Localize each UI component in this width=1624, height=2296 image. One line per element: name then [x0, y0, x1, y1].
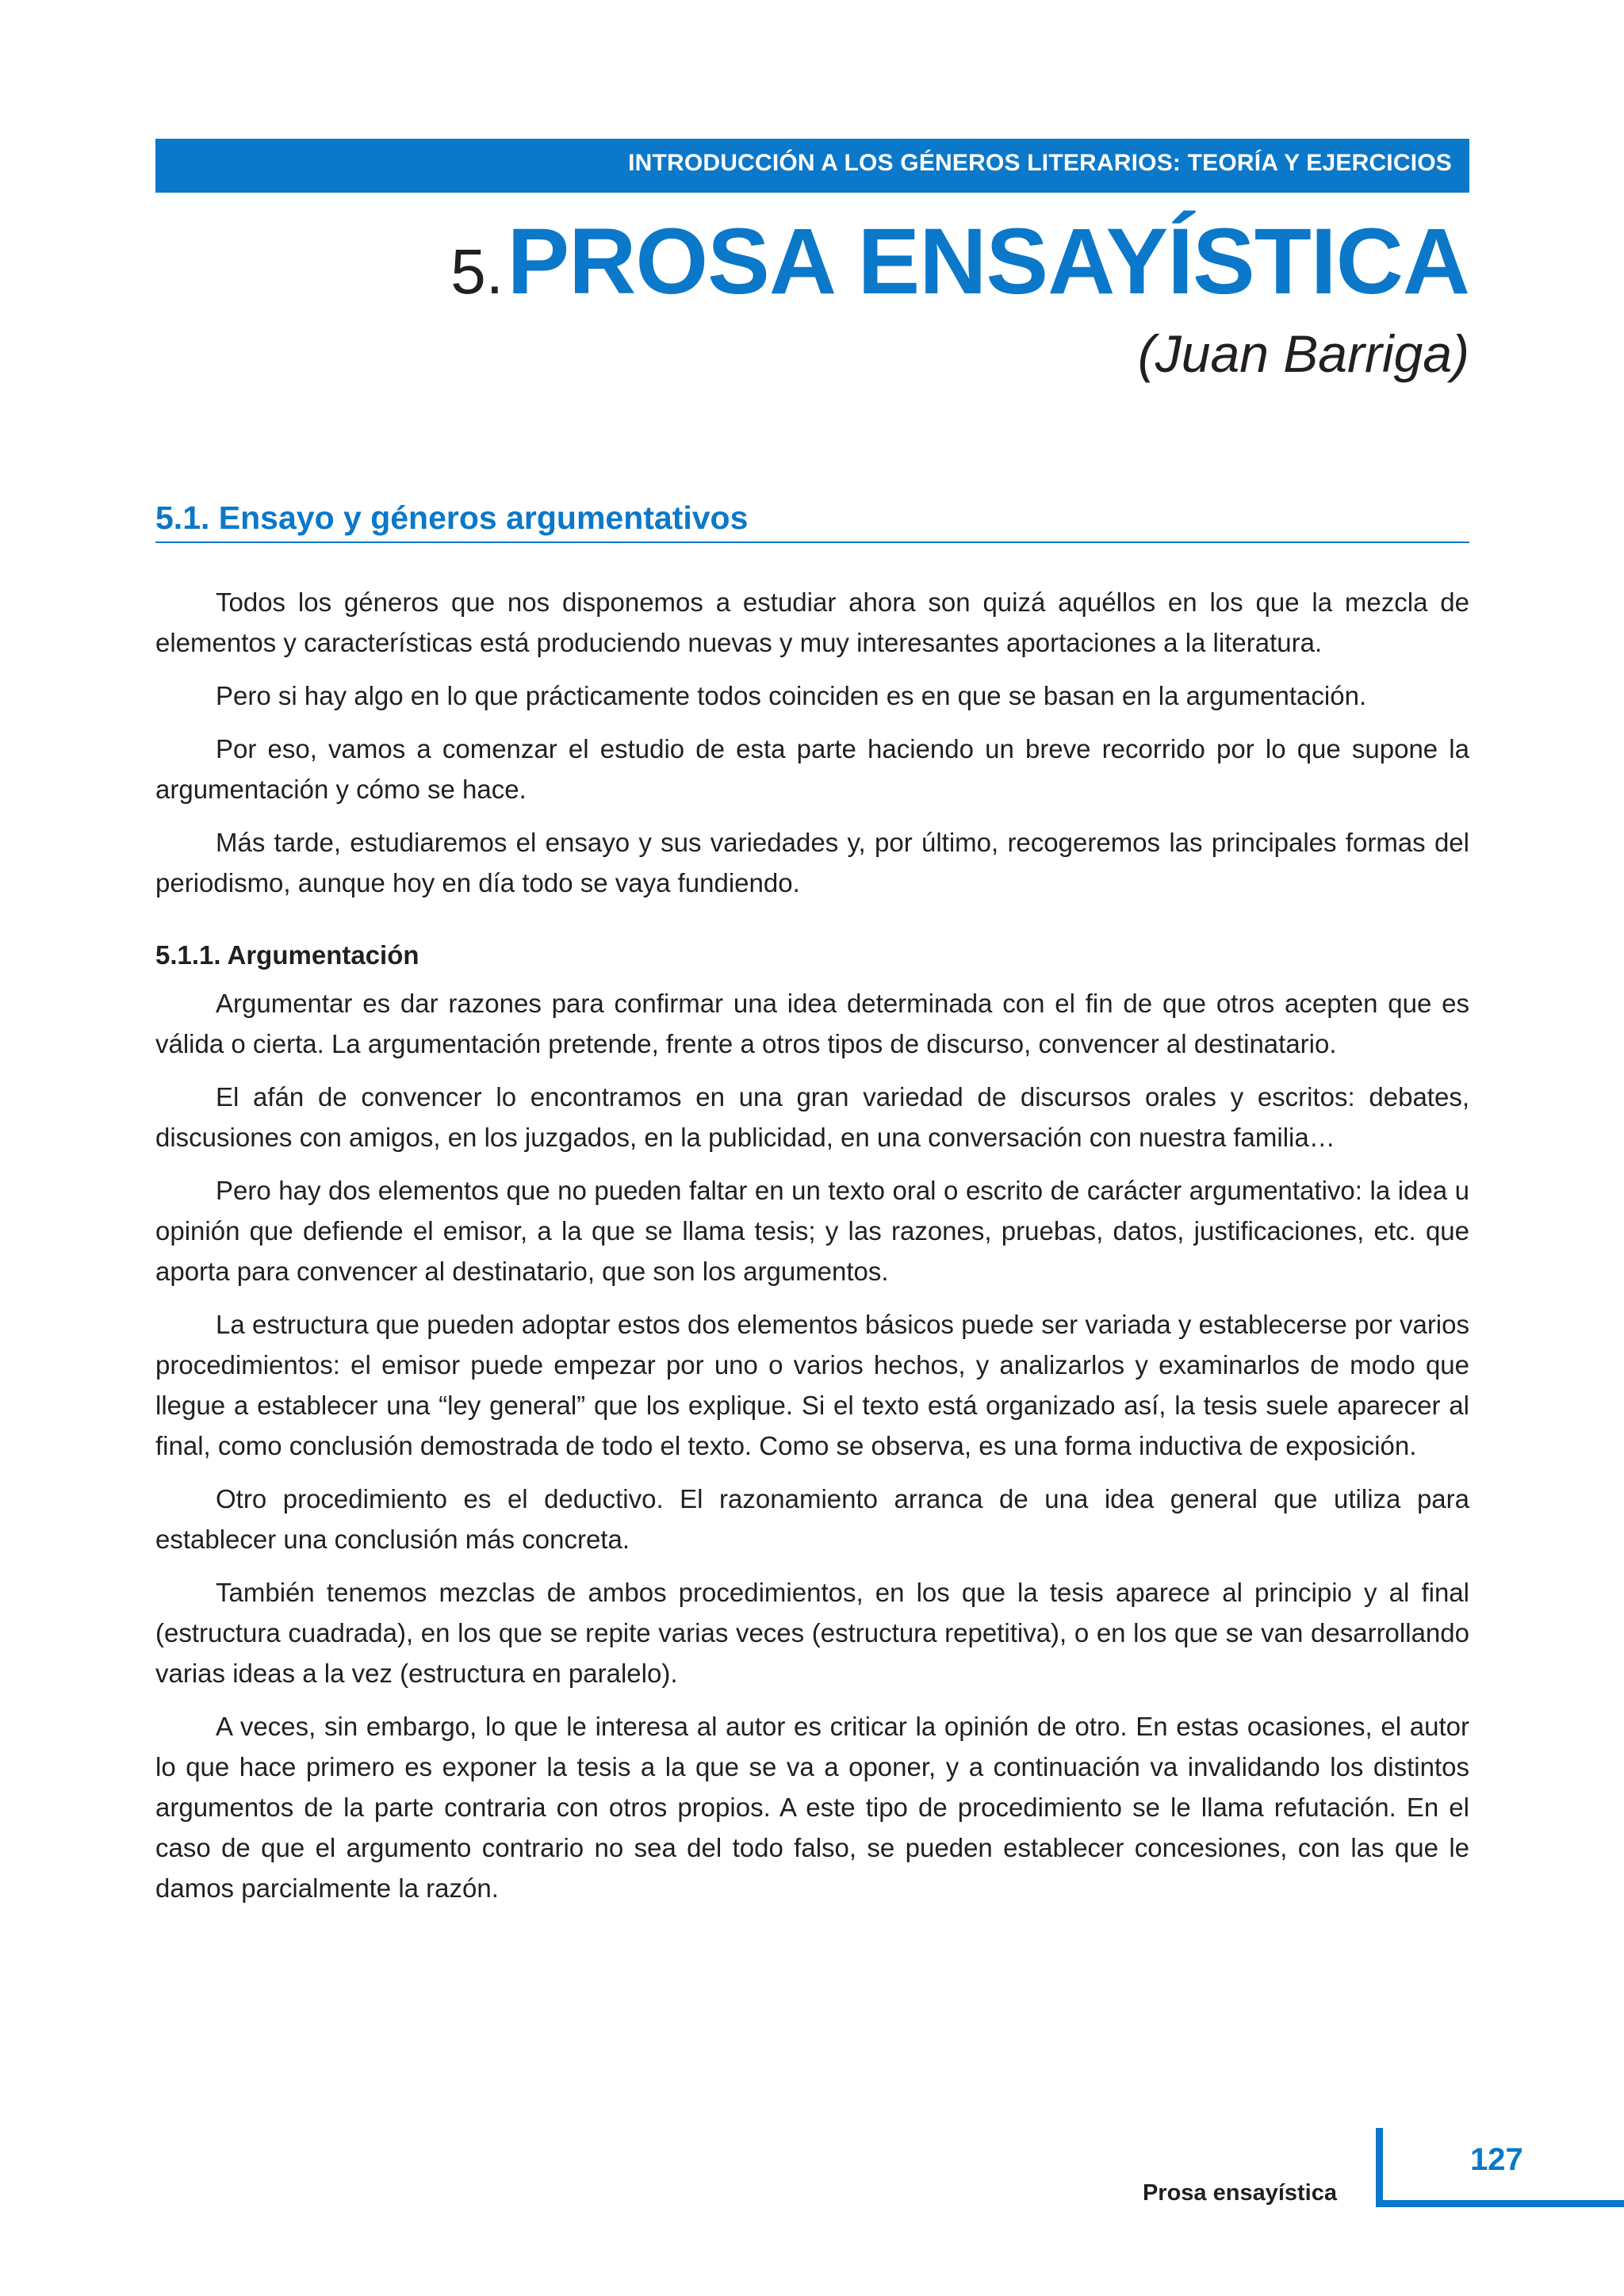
paragraph: La estructura que pueden adoptar estos dos elementos básicos puede ser variada y establecerse por varios procedimientos: el emisor puede empezar por uno o varios hechos, y analizarlos y examinarlos de modo que llegue a establecer una “ley general” que los explique. Si el texto está organizado así, la tesis suele aparecer al final, como conclusión demostrada de todo el texto. Como se observa, es una forma inductiva de exposición.	[155, 1310, 1469, 1460]
paragraph: A veces, sin embargo, lo que le interesa al autor es criticar la opinión de otro. En estas ocasiones, el autor lo que hace primero es exponer la tesis a la que se va a oponer, y a continuación va invalidando los distintos argumentos de la parte contraria con otros propios. A este tipo de procedimiento se le llama refutación. En el caso de que el argumento contrario no sea del todo falso, se pueden establecer concesiones, con las que le damos parcialmente la razón.	[155, 1712, 1469, 1903]
chapter-number: 5.	[450, 236, 504, 307]
paragraph: Todos los géneros que nos disponemos a estudiar ahora son quizá aquéllos en los que la mezcla de elementos y características está produciendo nuevas y muy interesantes aportaciones a la literatura.	[155, 587, 1469, 657]
footer-corner-bar-vertical	[1376, 2128, 1383, 2207]
section-divider	[155, 541, 1469, 543]
chapter-name: PROSA ENSAYÍSTICA	[507, 209, 1469, 314]
paragraph: El afán de convencer lo encontramos en una gran variedad de discursos orales y escritos: debates, discusiones con amigos, en los juzgados, en la publicidad, en una conversación con nuestra familia…	[155, 1082, 1469, 1152]
body-text	[155, 582, 1469, 1921]
paragraph: Pero hay dos elementos que no pueden faltar en un texto oral o escrito de carácter argumentativo: la idea u opinión que defiende el emisor, a la que se llama tesis; y las razones, pruebas, datos, justificaciones, etc. que aporta para convencer al destinatario, que son los argumentos.	[155, 1176, 1469, 1286]
paragraph: Argumentar es dar razones para confirmar una idea determinada con el fin de que otros acepten que es válida o cierta. La argumentación pretende, frente a otros tipos de discurso, convencer al destinatario.	[155, 989, 1469, 1058]
section-heading: 5.1. Ensayo y géneros argumentativos	[155, 499, 749, 536]
paragraph: Pero si hay algo en lo que prácticamente todos coinciden es en que se basan en la argumentación.	[216, 681, 1367, 710]
running-header-band	[155, 139, 1469, 193]
footer-corner-bar-horizontal	[1376, 2200, 1624, 2207]
paragraph: También tenemos mezclas de ambos procedimientos, en los que la tesis aparece al principio y al final (estructura cuadrada), en los que se repite varias veces (estructura repetitiva), o en los que se van desarrollando varias ideas a la vez (estructura en paralelo).	[155, 1578, 1469, 1688]
footer-running-title: Prosa ensayística	[1142, 2180, 1337, 2206]
paragraph: Por eso, vamos a comenzar el estudio de esta parte haciendo un breve recorrido por lo que supone la argumentación y cómo se hace.	[155, 734, 1469, 804]
chapter-title	[450, 208, 1469, 316]
page-number: 127	[1470, 2142, 1523, 2177]
paragraph: Más tarde, estudiaremos el ensayo y sus variedades y, por último, recogeremos las principales formas del periodismo, aunque hoy en día todo se vaya fundiendo.	[155, 828, 1469, 897]
running-header-text: INTRODUCCIÓN A LOS GÉNEROS LITERARIOS: TEORÍA Y EJERCICIOS	[628, 150, 1452, 176]
subsection-heading: 5.1.1. Argumentación	[155, 940, 419, 970]
paragraph: Otro procedimiento es el deductivo. El razonamiento arranca de una idea general que utiliza para establecer una conclusión más concreta.	[155, 1484, 1469, 1554]
chapter-author: (Juan Barriga)	[1137, 324, 1469, 383]
